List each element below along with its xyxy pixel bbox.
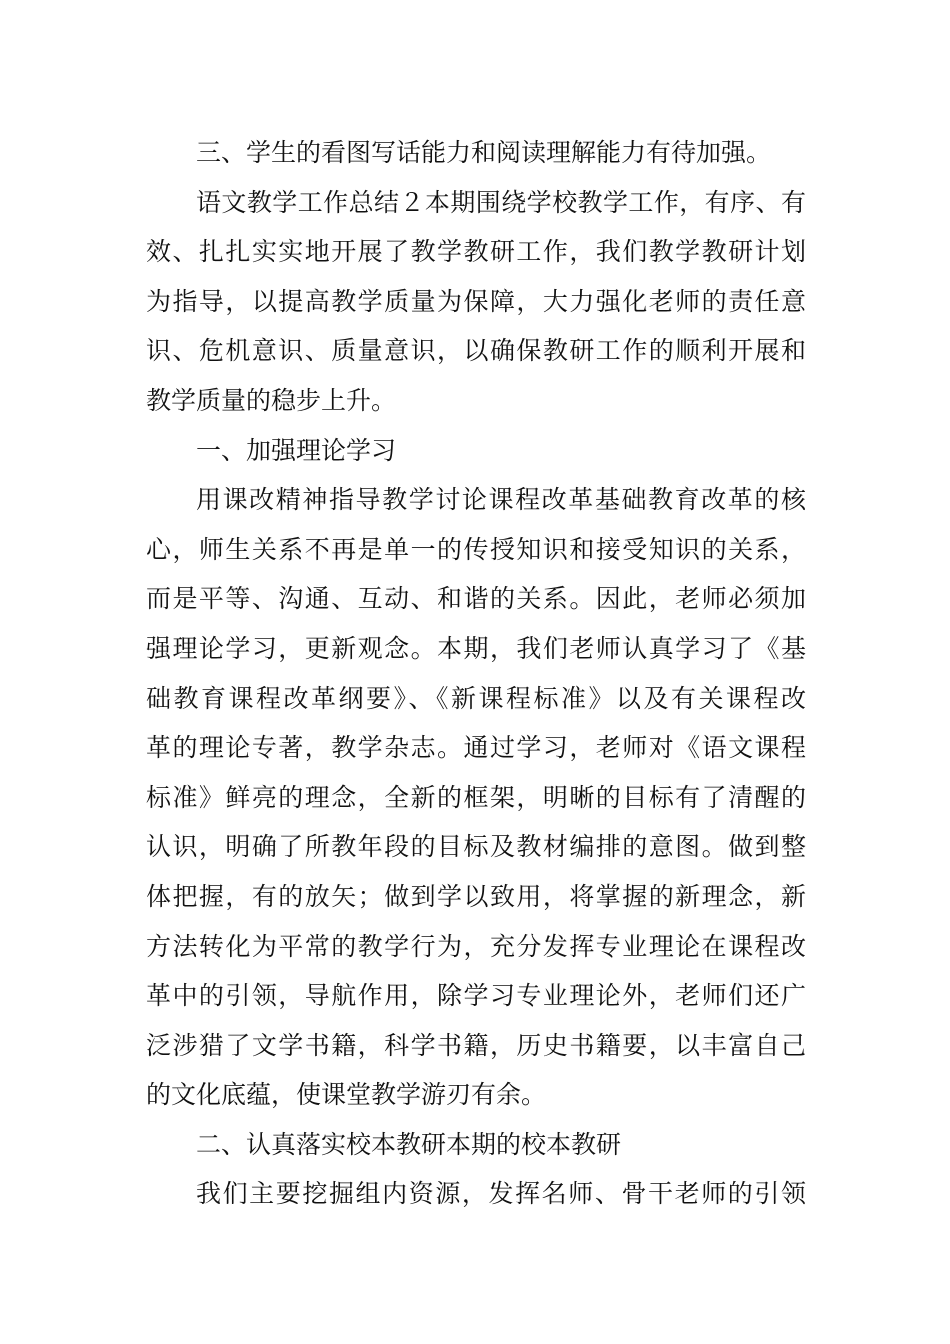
- text-line: 语文教学工作总结２本期围绕学校教学工作，有序、有: [196, 187, 806, 217]
- text-line: 为指导，以提高教学质量为保障，大力强化老师的责任意: [146, 286, 806, 316]
- text-line: 我们主要挖掘组内资源，发挥名师、骨干老师的引领: [196, 1179, 806, 1209]
- text-line: 二、认真落实校本教研本期的校本教研: [196, 1129, 622, 1159]
- document-body-text: [146, 128, 806, 1219]
- text-line: 方法转化为平常的教学行为，充分发挥专业理论在课程改: [146, 931, 806, 961]
- text-line: 识、危机意识、质量意识，以确保教研工作的顺利开展和: [146, 336, 806, 366]
- text-line: 教学质量的稳步上升。: [146, 385, 397, 415]
- text-line: 强理论学习，更新观念。本期，我们老师认真学习了《基: [146, 633, 806, 663]
- text-line: 体把握，有的放矢；做到学以致用，将掌握的新理念，新: [146, 881, 806, 911]
- text-line: 用课改精神指导教学讨论课程改革基础教育改革的核: [196, 485, 806, 515]
- text-line: 三、学生的看图写话能力和阅读理解能力有待加强。: [196, 138, 772, 167]
- text-line: 标准》鲜亮的理念，全新的框架，明晰的目标有了清醒的: [146, 782, 806, 812]
- text-line: 一、加强理论学习: [196, 435, 397, 465]
- text-line: 革的理论专著，教学杂志。通过学习，老师对《语文课程: [146, 733, 806, 763]
- text-line: 的文化底蕴，使课堂教学游刃有余。: [146, 1080, 547, 1110]
- text-line: 认识，明确了所教年段的目标及教材编排的意图。做到整: [146, 832, 806, 862]
- text-line: 而是平等、沟通、互动、和谐的关系。因此，老师必须加: [146, 584, 806, 614]
- text-line: 效、扎扎实实地开展了教学教研工作，我们教学教研计划: [146, 237, 806, 267]
- text-line: 革中的引领，导航作用，除学习专业理论外，老师们还广: [146, 981, 806, 1011]
- text-line: 础教育课程改革纲要》、《新课程标准》以及有关课程改: [146, 683, 806, 713]
- text-line: 心，师生关系不再是单一的传授知识和接受知识的关系，: [146, 534, 806, 564]
- text-line: 泛涉猎了文学书籍，科学书籍，历史书籍要，以丰富自己: [146, 1030, 806, 1060]
